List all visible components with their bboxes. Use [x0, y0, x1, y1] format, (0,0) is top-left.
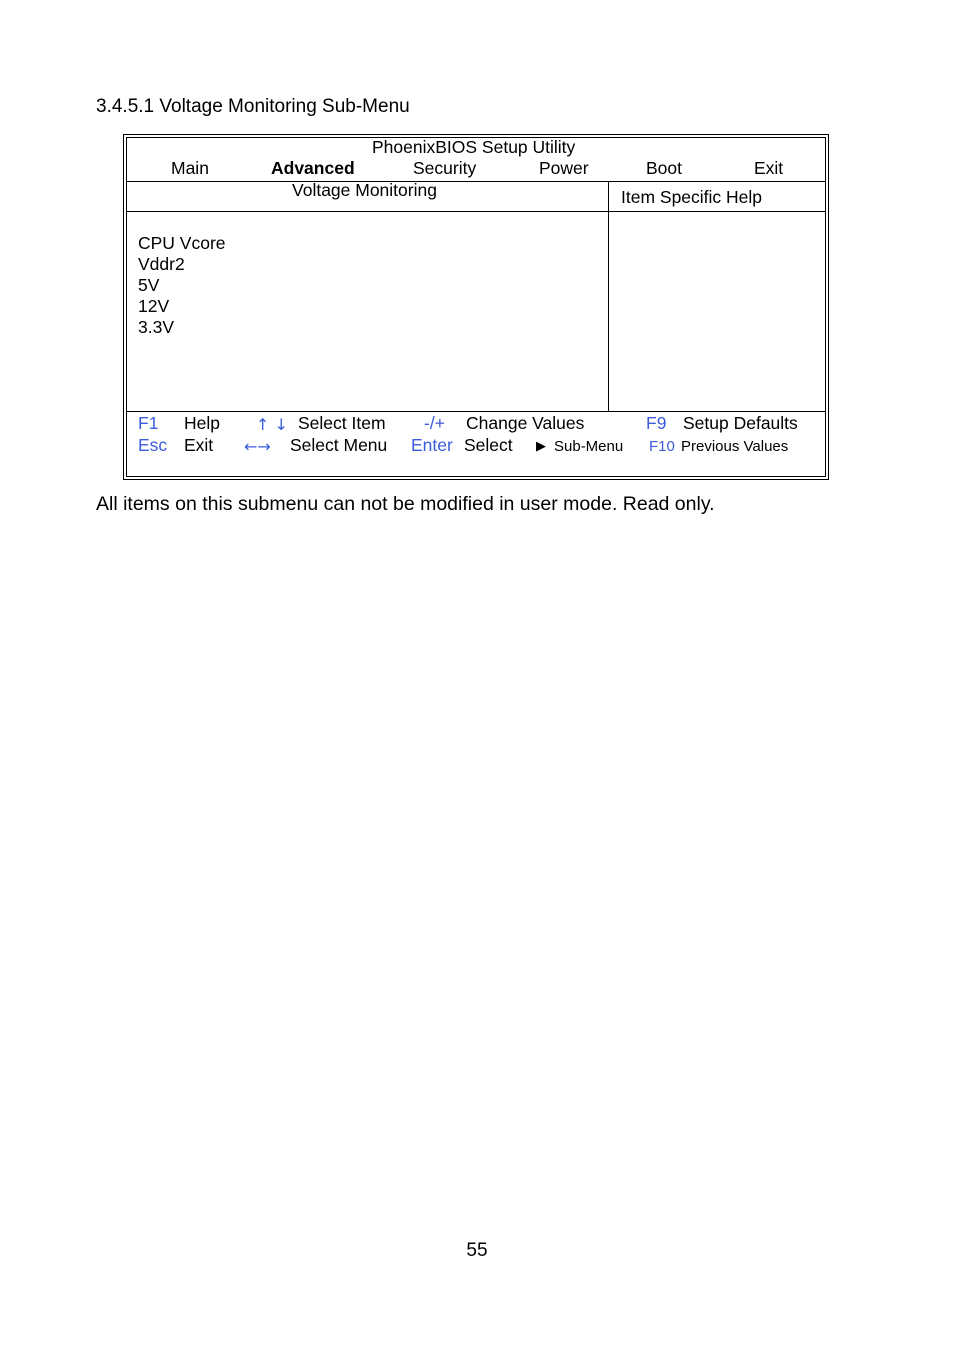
help-panel-divider [608, 181, 609, 411]
read-only-note: All items on this submenu can not be modified in user mode. Read only. [96, 493, 715, 515]
tab-security[interactable]: Security [413, 158, 477, 178]
item-vddr2[interactable]: Vddr2 [138, 254, 185, 274]
item-5v[interactable]: 5V [138, 275, 160, 295]
up-down-arrows-icon: ↑ ↓ [256, 415, 288, 434]
select-menu-label: Select Menu [290, 435, 388, 455]
tab-exit[interactable]: Exit [754, 158, 784, 178]
select-item-label: Select Item [298, 413, 386, 433]
f1-label: Help [184, 413, 220, 433]
header-divider [127, 181, 825, 182]
tab-power[interactable]: Power [539, 158, 589, 178]
submenu-triangle-icon: ▶ [536, 439, 546, 454]
previous-values-label: Previous Values [681, 438, 789, 455]
item-12v[interactable]: 12V [138, 296, 170, 316]
submenu-label: Sub-Menu [554, 438, 624, 455]
f10-key: F10 [649, 438, 675, 455]
enter-key: Enter [411, 435, 453, 455]
submenu-title: Voltage Monitoring [292, 180, 437, 200]
item-cpu-vcore[interactable]: CPU Vcore [138, 233, 226, 253]
help-panel-title: Item Specific Help [621, 187, 763, 207]
legend-divider [127, 411, 825, 412]
utility-title: PhoenixBIOS Setup Utility [372, 137, 576, 157]
item-3v3[interactable]: 3.3V [138, 317, 174, 337]
tab-advanced[interactable]: Advanced [271, 158, 355, 178]
f9-key: F9 [646, 413, 667, 433]
bios-inner-frame [126, 137, 826, 477]
tab-boot[interactable]: Boot [646, 158, 682, 178]
section-title: 3.4.5.1 Voltage Monitoring Sub-Menu [96, 96, 410, 117]
tab-main[interactable]: Main [171, 158, 209, 178]
f1-key: F1 [138, 413, 159, 433]
setup-defaults-label: Setup Defaults [683, 413, 798, 433]
esc-key: Esc [138, 435, 168, 455]
left-right-arrows-icon: ←→ [244, 437, 271, 456]
esc-label: Exit [184, 435, 214, 455]
change-values-label: Change Values [466, 413, 585, 433]
select-label: Select [464, 435, 513, 455]
bios-setup-screen [123, 134, 829, 480]
page-number: 55 [466, 1240, 488, 1261]
subheader-divider [127, 211, 825, 212]
minus-plus-key: -/+ [424, 413, 445, 433]
